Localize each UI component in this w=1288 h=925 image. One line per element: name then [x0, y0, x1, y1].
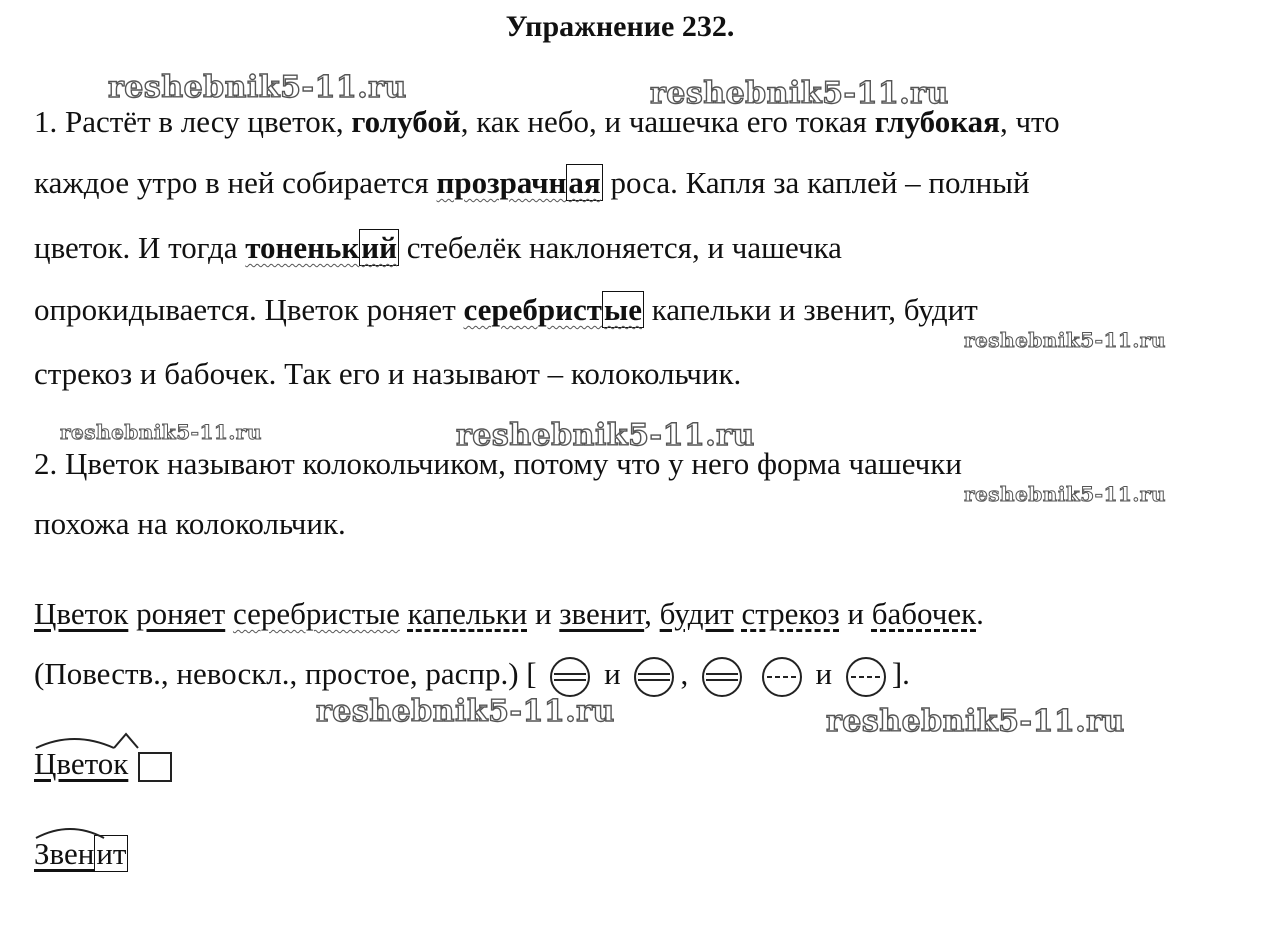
text-line: цветок. И тогда тоненький стебелёк наклоняется, и чашечка — [34, 230, 842, 265]
predicate-circle-icon — [700, 655, 744, 699]
watermark: reshebnik5-11.ru — [650, 76, 949, 111]
ending-box: ит — [96, 836, 127, 871]
watermark: reshebnik5-11.ru — [316, 694, 615, 729]
root-arc-icon — [34, 816, 174, 842]
text-line: 2. Цветок называют колокольчиком, потому что у него форма чашечки — [34, 446, 962, 481]
watermark: reshebnik5-11.ru — [964, 482, 1166, 506]
parsed-sentence: Цветок роняет серебристые капельки и звенит, будит стрекоз и бабочек. — [34, 596, 984, 631]
watermark: reshebnik5-11.ru — [456, 418, 755, 453]
object-circle-icon — [760, 655, 804, 699]
text-line: похожа на колокольчик. — [34, 506, 346, 541]
root-arc-icon — [34, 726, 174, 752]
morpheme-analysis-1: Цветок — [34, 746, 172, 782]
text-line: 1. Растёт в лесу цветок, голубой, как небо, и чашечка его токая глубокая, что — [34, 104, 1060, 139]
zero-ending-box — [138, 752, 172, 782]
watermark: reshebnik5-11.ru — [826, 704, 1125, 739]
text-line: каждое утро в ней собирается прозрачная роса. Капля за каплей – полный — [34, 165, 1030, 200]
ending-box: ые — [604, 292, 642, 327]
exercise-title: Упражнение 232. — [505, 10, 735, 43]
sentence-scheme: (Повеств., невоскл., простое, распр.) [ и , и ]. — [34, 654, 910, 699]
predicate-circle-icon — [632, 655, 676, 699]
ending-box: ий — [361, 230, 398, 265]
text-line: стрекоз и бабочек. Так его и называют – колокольчик. — [34, 356, 742, 391]
watermark: reshebnik5-11.ru — [60, 420, 262, 444]
watermark: reshebnik5-11.ru — [964, 328, 1166, 352]
ending-box: ая — [568, 165, 601, 200]
object-circle-icon — [844, 655, 888, 699]
watermark: reshebnik5-11.ru — [108, 70, 407, 105]
predicate-circle-icon — [548, 655, 592, 699]
text-line: опрокидывается. Цветок роняет серебристые капельки и звенит, будит — [34, 292, 978, 327]
morpheme-analysis-2: Звенит — [34, 836, 128, 872]
